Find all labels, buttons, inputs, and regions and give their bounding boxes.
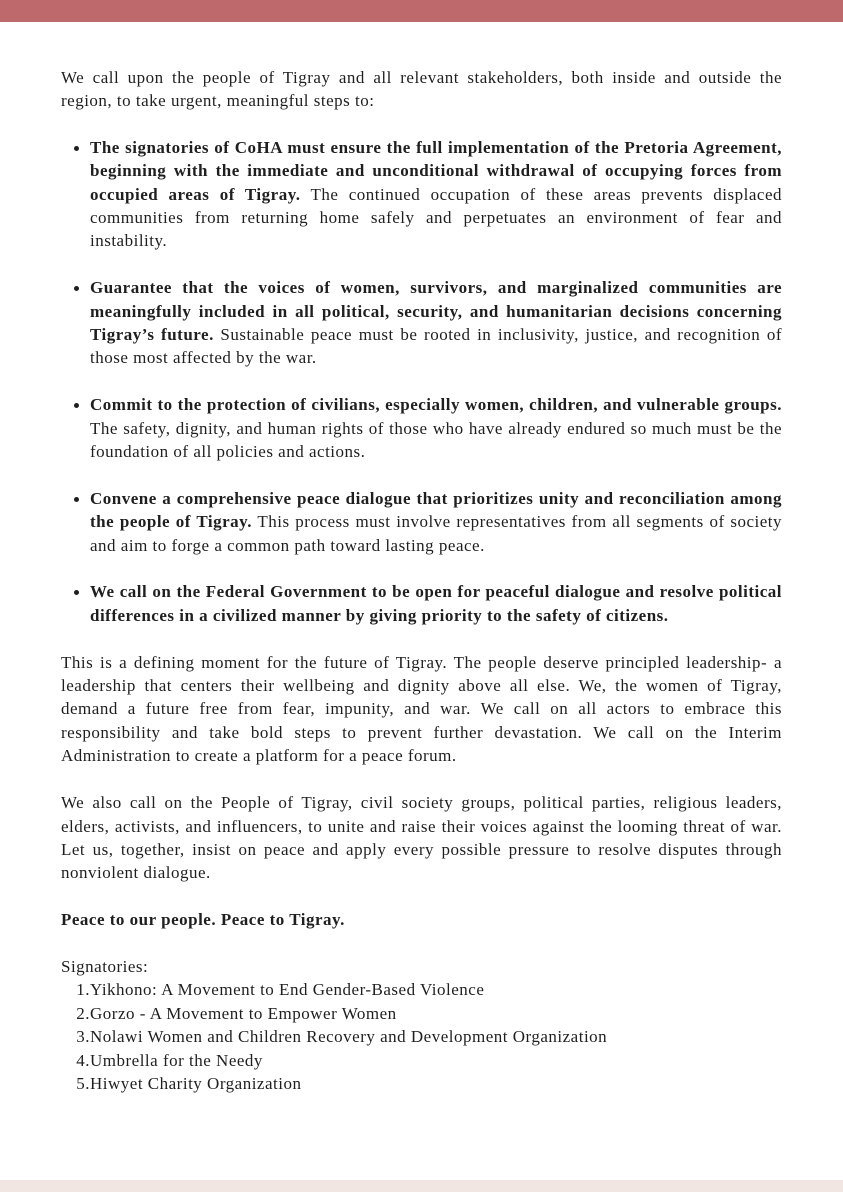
demand-bold: Guarantee that the voices of women, survivors, and marginalized communities are meaningfully included in all political, security, and humanitarian decisions concerning Tigray’s future. xyxy=(90,278,782,345)
demand-item xyxy=(61,580,782,627)
signatory-item xyxy=(61,1025,782,1048)
demand-bold: Commit to the protection of civilians, especially women, children, and vulnerable groups. xyxy=(90,395,782,415)
signatory-number: 3. xyxy=(76,1027,90,1047)
demand-detail: The safety, dignity, and human rights of those who have already endured so much must be the foundation of all policies and actions. xyxy=(90,418,782,462)
closing-statement: Peace to our people. Peace to Tigray. xyxy=(61,910,345,930)
demand-bold: Convene a comprehensive peace dialogue that prioritizes unity and reconciliation among the people of Tigray. xyxy=(90,488,782,532)
demands-list xyxy=(61,136,782,627)
signatories-heading: Signatories: xyxy=(61,956,149,976)
signatory-name: Umbrella for the Needy xyxy=(90,1050,263,1070)
demand-item xyxy=(61,487,782,557)
signatory-item xyxy=(61,1072,782,1095)
demand-item xyxy=(61,136,782,253)
bottom-accent-band xyxy=(0,1180,843,1192)
signatory-number: 1. xyxy=(76,980,90,1000)
signatory-number: 4. xyxy=(76,1050,90,1070)
signatory-number: 5. xyxy=(76,1073,90,1093)
demand-text xyxy=(90,136,782,253)
signatory-name: Hiwyet Charity Organization xyxy=(90,1073,302,1093)
signatory-name: Yikhono: A Movement to End Gender-Based Violence xyxy=(90,980,485,1000)
demand-bold: We call on the Federal Government to be open for peaceful dialogue and resolve political differences in a civilized manner by giving priority to the safety of citizens. xyxy=(90,582,782,625)
demand-text xyxy=(90,276,782,370)
demand-bold: The signatories of CoHA must ensure the full implementation of the Pretoria Agreement, beginning with the immediate and unconditional withdrawal of occupying forces from occupied areas of Tigray. xyxy=(90,137,782,204)
signatories-list xyxy=(61,978,782,1095)
document-body xyxy=(61,66,782,1095)
signatory-name: Nolawi Women and Children Recovery and Development Organization xyxy=(90,1027,608,1047)
signatory-number: 2. xyxy=(76,1003,90,1023)
top-accent-band xyxy=(0,0,843,22)
signatory-item xyxy=(61,978,782,1001)
demand-item xyxy=(61,393,782,463)
demand-detail: This process must involve representatives from all segments of society and aim to forge a common path toward lasting peace. xyxy=(90,512,782,555)
call-to-unite-paragraph: We also call on the People of Tigray, civil society groups, political parties, religious leaders, elders, activists, and influencers, to unite and raise their voices against the looming threat of war. Let us, together, insist on peace and apply every possible pressure to resolve disputes through nonviolent dialogue. xyxy=(61,793,782,883)
defining-moment-paragraph: This is a defining moment for the future of Tigray. The people deserve principled leadership- a leadership that centers their wellbeing and dignity above all else. We, the women of Tigray, demand a future free from fear, impunity, and war. We call on all actors to embrace this responsibility and take bold steps to prevent further devastation. We call on the Interim Administration to create a platform for a peace forum. xyxy=(61,652,782,766)
signatory-name: Gorzo - A Movement to Empower Women xyxy=(90,1003,397,1023)
signatory-item xyxy=(61,1002,782,1025)
intro-paragraph: We call upon the people of Tigray and all relevant stakeholders, both inside and outside the region, to take urgent, meaningful steps to: xyxy=(61,68,782,111)
demand-text xyxy=(90,580,782,627)
signatory-item xyxy=(61,1049,782,1072)
demand-text xyxy=(90,487,782,557)
demand-detail: Sustainable peace must be rooted in inclusivity, justice, and recognition of those most affected by the war. xyxy=(90,325,782,368)
demand-item xyxy=(61,276,782,370)
demand-text xyxy=(90,393,782,463)
demand-detail: The continued occupation of these areas prevents displaced communities from returning home safely and perpetuates an environment of fear and instability. xyxy=(90,184,782,251)
